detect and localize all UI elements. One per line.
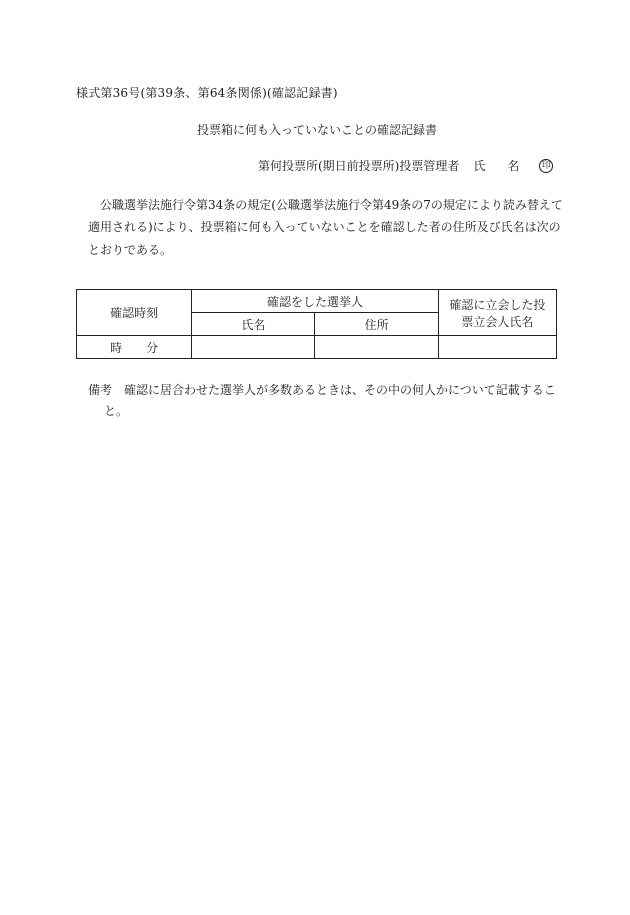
- notes-label: 備考: [88, 383, 113, 397]
- hour-label: 時: [110, 340, 123, 355]
- header-witness: [438, 290, 556, 336]
- body-text-line-1: 公職選挙法施行令第34条の規定(公職選挙法施行令第49条の7の規定により読み替えて: [100, 198, 563, 212]
- time-entry-cell[interactable]: [77, 336, 192, 359]
- body-text-line-3: とおりである。: [88, 243, 173, 257]
- voter-address-cell[interactable]: [315, 336, 438, 359]
- form-code: 様式第36号(第39条、第64条関係)(確認記録書): [76, 86, 338, 100]
- signer-office: 第何投票所(期日前投票所)投票管理者: [258, 159, 460, 173]
- witness-name-cell[interactable]: [438, 336, 556, 359]
- header-voter-address: 住所: [315, 313, 438, 336]
- header-witness-line-1: 確認に立会した投: [449, 297, 546, 312]
- confirmation-table: [76, 289, 557, 359]
- signer-name-label-2: 名: [507, 159, 520, 173]
- document-title: 投票箱に何も入っていないことの確認記録書: [197, 123, 438, 137]
- header-voter: 確認をした選挙人: [192, 290, 439, 313]
- notes-line-1: 確認に居合わせた選挙人が多数あるときは、その中の何人かについて記載するこ: [124, 383, 556, 397]
- header-time: 確認時刻: [77, 290, 192, 336]
- notes: [88, 381, 556, 418]
- voter-name-cell[interactable]: [192, 336, 315, 359]
- header-voter-name: 氏名: [192, 313, 315, 336]
- signer-line: [258, 157, 553, 174]
- minute-label: 分: [146, 340, 159, 355]
- notes-line-2: と。: [104, 404, 129, 418]
- signer-name-label-1: 氏: [473, 159, 486, 173]
- header-witness-line-2: 票立会人氏名: [461, 314, 534, 329]
- seal-icon: 印: [539, 159, 553, 173]
- body-text-line-2: 適用される)により、投票箱に何も入っていないことを確認した者の住所及び氏名は次の: [88, 220, 561, 234]
